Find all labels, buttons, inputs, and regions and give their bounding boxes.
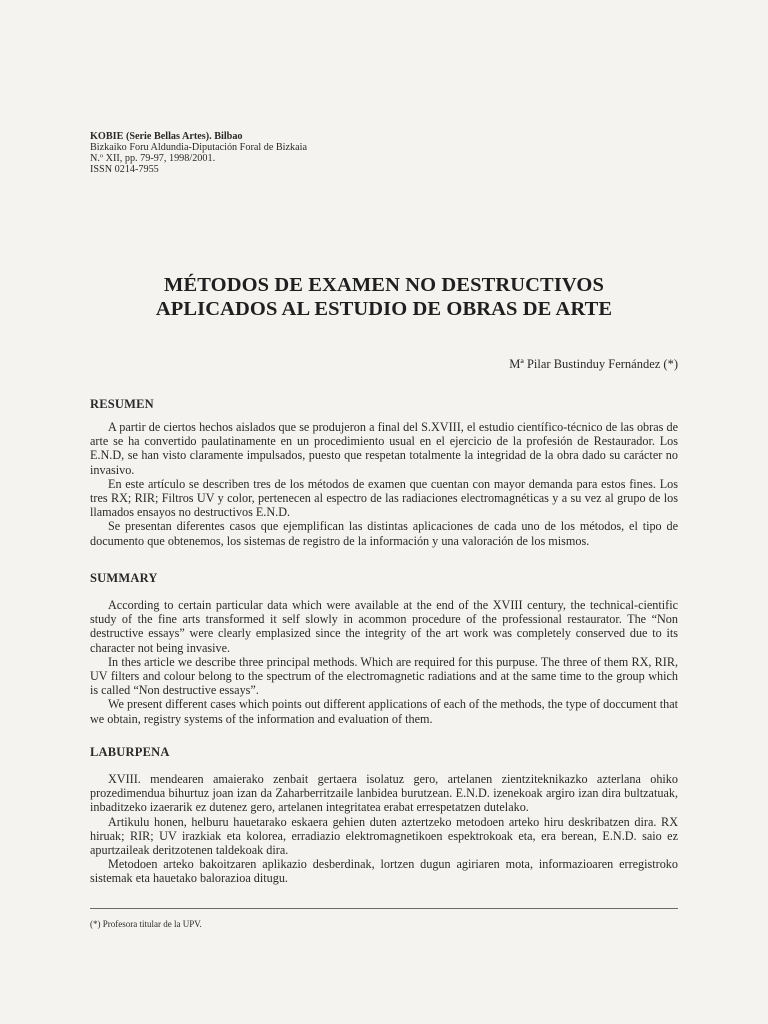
summary-body	[90, 598, 678, 726]
resumen-paragraph: Se presentan diferentes casos que ejemplifican las distintas aplicaciones de cada uno de los métodos, el tipo de documento que obtenemos, los sistemas de registro de la información y una valoración de los mismos.	[90, 519, 678, 548]
publisher-line: Bizkaiko Foru Aldundia-Diputación Foral de Bizkaia	[90, 142, 308, 153]
laburpena-paragraph: XVIII. mendearen amaierako zenbait gertaera isolatuz gero, artelanen zientziteknikazko azterlana ohiko prozedimendua bihurtuz joan izan da Zaharberritzaile lanbidea burutzean. E.N.D. izenekoak argiro izan dira bultzatuak, inbaditzeko izaerarik ez dutenez gero, artelanen integritatea erabat errespetatzen dutelako.	[90, 772, 678, 815]
resumen-body	[90, 420, 678, 548]
summary-paragraph: According to certain particular data which were available at the end of the XVIII century, the technical-cientific study of the fine arts transformed it self slowly in acommon procedure of the professional restaurator. The “Non destructive essays” were clearly emplasized since the integrity of the art work was completely conserved due to its character not being invasive.	[90, 598, 678, 655]
article-title	[90, 273, 678, 321]
summary-paragraph: We present different cases which points out different applications of each of the methods, the type of doccument that we obtain, registry systems of the information and evaluation of them.	[90, 697, 678, 726]
summary-heading: SUMMARY	[90, 571, 158, 585]
footnote-divider	[90, 908, 678, 909]
resumen-heading: RESUMEN	[90, 397, 154, 411]
resumen-paragraph: A partir de ciertos hechos aislados que se produjeron a final del S.XVIII, el estudio científico-técnico de las obras de arte se ha convertido paulatinamente en un procedimiento usual en el ejercicio de la profesión de Restaurador. Los E.N.D, se han visto claramente impulsados, puesto que respetan totalmente la integridad de la obra dado su carácter no invasivo.	[90, 420, 678, 477]
publication-name: KOBIE (Serie Bellas Artes). Bilbao	[90, 131, 243, 142]
title-line-1: MÉTODOS DE EXAMEN NO DESTRUCTIVOS	[164, 274, 604, 296]
author-line: Mª Pilar Bustinduy Fernández (*)	[509, 357, 678, 371]
footnote: (*) Profesora titular de la UPV.	[90, 919, 202, 929]
title-line-2: APLICADOS AL ESTUDIO DE OBRAS DE ARTE	[155, 298, 613, 320]
laburpena-paragraph: Metodoen arteko bakoitzaren aplikazio desberdinak, lortzen dugun agiriaren mota, informazioaren erregistroko sistemak eta hauetako balorazioa ditugu.	[90, 857, 678, 886]
laburpena-paragraph: Artikulu honen, helburu hauetarako eskaera gehien duten aztertzeko metodoen arteko hiru deskribatzen dira. RX hiruak; RIR; UV irazkiak eta kolorea, erradiazio elektromagnetikoen espektrokoak eta, era berean, E.N.D. saio ez apurtzaileak deritzotenen taldekoak dira.	[90, 814, 678, 858]
laburpena-body	[90, 772, 678, 886]
issue-pages-line: N.º XII, pp. 79-97, 1998/2001.	[90, 153, 216, 164]
resumen-paragraph: En este artículo se describen tres de los métodos de examen que cuentan con mayor demanda para estos fines. Los tres RX; RIR; Filtros UV y color, pertenecen al espectro de las radiaciones electromagnéticas y a su vez al grupo de los llamados ensayos no destructivos E.N.D.	[90, 476, 678, 520]
issn-line: ISSN 0214-7955	[90, 164, 159, 175]
laburpena-heading: LABURPENA	[90, 745, 170, 759]
publication-header	[90, 131, 510, 175]
summary-paragraph: In thes article we describe three principal methods. Which are required for this purpuse. The three of them RX, RIR, UV filters and colour belong to the spectrum of the electromagnetic radiations and at the same time to the group which is called “Non destructive essays”.	[90, 654, 678, 698]
